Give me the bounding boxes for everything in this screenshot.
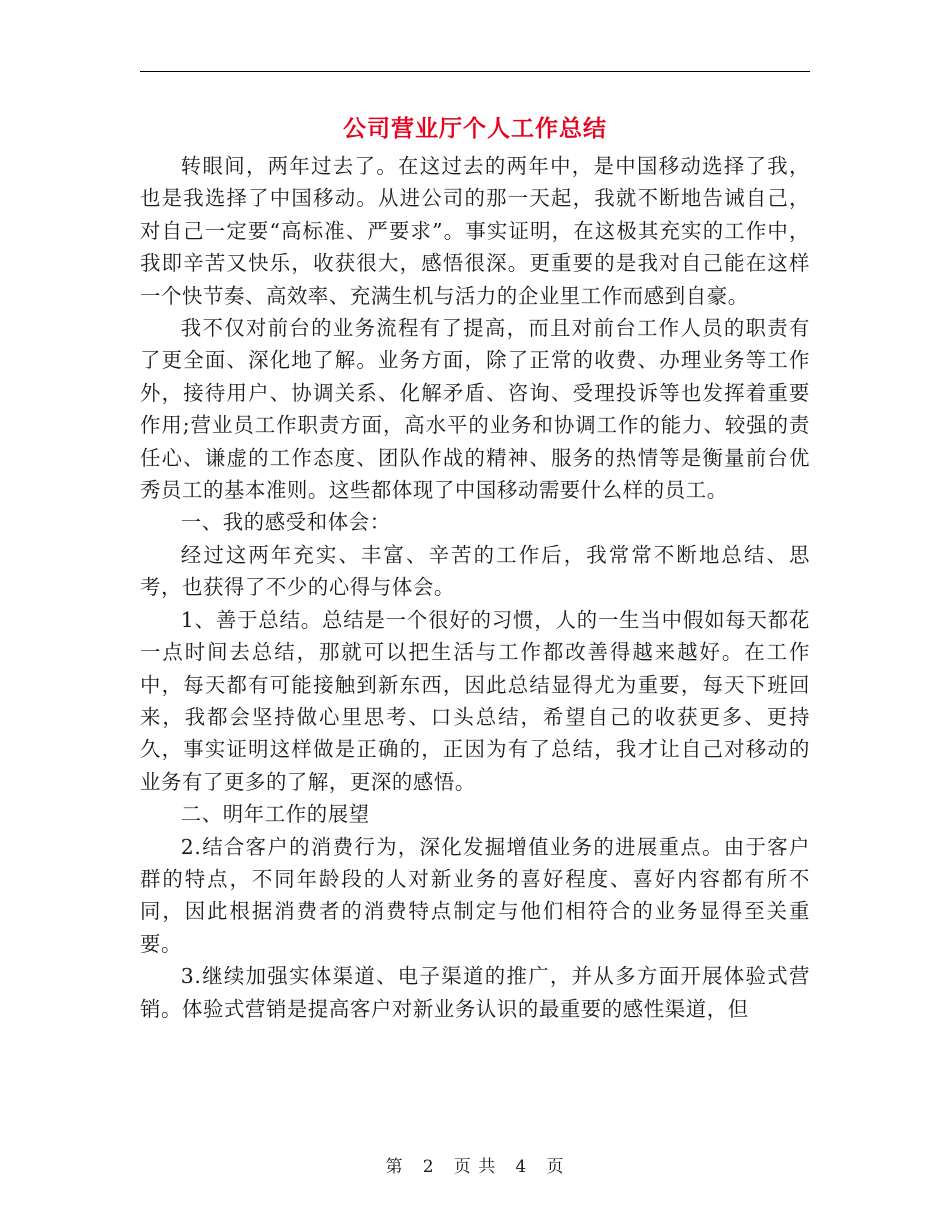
- document-title: 公司营业厅个人工作总结: [343, 115, 607, 142]
- section-heading-feelings: 一、我的感受和体会：: [180, 510, 391, 535]
- header-rule: [140, 71, 810, 72]
- page-footer: [140, 1152, 810, 1177]
- footer-page-number: 2: [422, 1157, 435, 1177]
- footer-suffix: 页: [546, 1157, 565, 1177]
- document-body: [140, 150, 810, 1025]
- paragraph-point-2: 2.结合客户的消费行为，深化发掘增值业务的进展重点。由于客户群的特点，不同年龄段的人对新业务的喜好程度、喜好内容都有所不同，因此根据消费者的消费特点制定与他们相符合的业务显得至关重要。: [140, 834, 810, 956]
- paragraph-duties: 我不仅对前台的业务流程有了提高，而且对前台工作人员的职责有了更全面、深化地了解。业务方面，除了正常的收费、办理业务等工作外，接待用户、协调关系、化解矛盾、咨询、受理投诉等也发挥着重要作用;营业员工作职责方面，高水平的业务和协调工作的能力、较强的责任心、谦虚的工作态度、团队作战的精神、服务的热情等是衡量前台优秀员工的基本准则。这些都体现了中国移动需要什么样的员工。: [140, 316, 810, 503]
- paragraph-point-3: 3.继续加强实体渠道、电子渠道的推广，并从多方面开展体验式营销。体验式营销是提高客户对新业务认识的最重要的感性渠道，但: [140, 964, 810, 1021]
- paragraph-experience: 经过这两年充实、丰富、辛苦的工作后，我常常不断地总结、思考，也获得了不少的心得与体会。: [140, 542, 810, 600]
- footer-middle: 页 共: [453, 1157, 497, 1177]
- footer-prefix: 第: [385, 1157, 404, 1177]
- section-heading-outlook: 二、明年工作的展望: [180, 802, 370, 827]
- paragraph-intro: 转眼间，两年过去了。在这过去的两年中，是中国移动选择了我，也是我选择了中国移动。从进公司的那一天起，我就不断地告诫自己，对自己一定要“高标准、严要求”。事实证明，在这极其充实的工作中，我即辛苦又快乐，收获很大，感悟很深。更重要的是我对自己能在这样一个快节奏、高效率、充满生机与活力的企业里工作而感到自豪。: [140, 154, 810, 308]
- paragraph-point-1: 1、善于总结。总结是一个很好的习惯，人的一生当中假如每天都花一点时间去总结，那就可以把生活与工作都改善得越来越好。在工作中，每天都有可能接触到新东西，因此总结显得尤为重要，每天下班回来，我都会坚持做心里思考、口头总结，希望自己的收获更多、更持久，事实证明这样做是正确的，正因为有了总结，我才让自己对移动的业务有了更多的了解，更深的感悟。: [140, 607, 810, 794]
- footer-total-pages: 4: [515, 1157, 528, 1177]
